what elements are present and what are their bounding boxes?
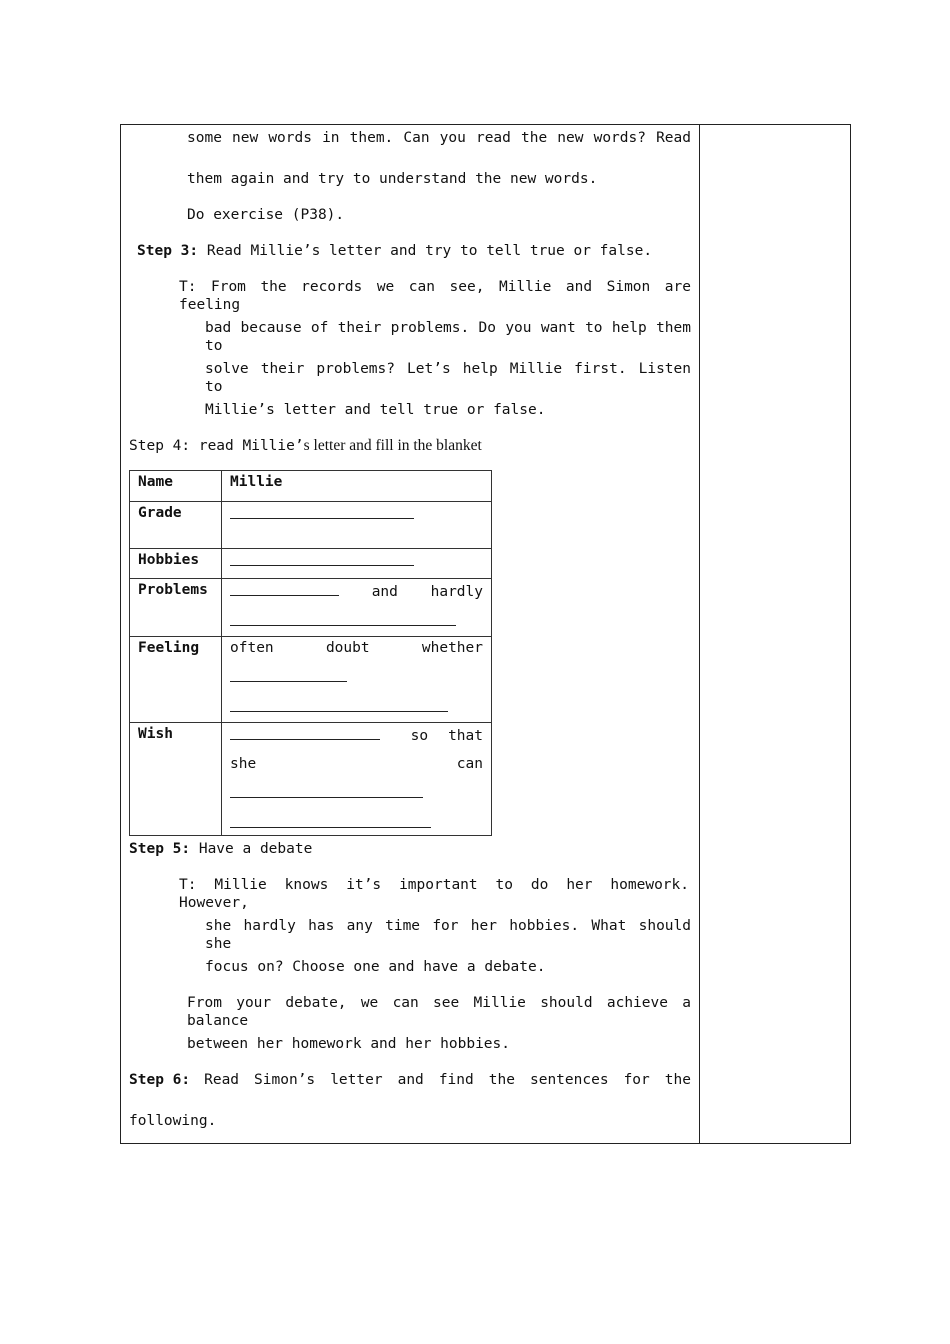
grade-cell [222, 502, 492, 549]
name-value: Millie [222, 471, 492, 502]
feeling-blank-2[interactable] [230, 697, 448, 712]
wish-so: so [410, 728, 429, 744]
problems-hardly: hardly [430, 584, 483, 600]
step3-teacher-line-1: T: From the records we can see, Millie and Simon are feeling [179, 279, 691, 313]
table-row [130, 471, 492, 502]
wish-cell [222, 723, 492, 836]
wish-label: Wish [130, 723, 222, 836]
step4-heading [129, 437, 482, 455]
step6-line-2: following. [129, 1113, 217, 1129]
step5-teacher-line-2: she hardly has any time for her hobbies. What should she [205, 918, 691, 952]
problems-blank-2[interactable] [230, 611, 456, 626]
step5-teacher-line-3: focus on? Choose one and have a debate. [205, 959, 546, 975]
wish-that: that [448, 728, 483, 744]
table-row [130, 579, 492, 637]
hobbies-label: Hobbies [130, 549, 222, 579]
step6-heading [129, 1071, 691, 1089]
feeling-often: often [230, 640, 274, 656]
step3-text: Read Millie’s letter and try to tell true or false. [206, 243, 653, 259]
problems-cell [222, 579, 492, 637]
step5-teacher-line-1: T: Millie knows it’s important to do her homework. However, [179, 877, 689, 911]
wish-blank-3[interactable] [230, 813, 431, 828]
intro-line-1: some new words in them. Can you read the new words? Read [187, 130, 691, 146]
table-row [130, 502, 492, 549]
step5-heading [129, 840, 312, 858]
step3-teacher-line-2: bad because of their problems. Do you want to help them to [205, 320, 691, 354]
millie-fill-table [129, 470, 492, 836]
feeling-blank-1[interactable] [230, 667, 347, 682]
step5-debate-line-2: between her homework and her hobbies. [187, 1036, 511, 1052]
intro-line-3: Do exercise (P38). [187, 207, 345, 223]
table-row [130, 637, 492, 723]
step6-text: Read Simon’s letter and find the sentences for the [204, 1072, 691, 1088]
wish-blank-1[interactable] [230, 725, 380, 740]
problems-label: Problems [130, 579, 222, 637]
wish-can: can [456, 756, 483, 772]
step6-label: Step 6: [129, 1072, 191, 1088]
name-label: Name [130, 471, 222, 502]
step3-teacher-line-3: solve their problems? Let’s help Millie first. Listen to [205, 361, 691, 395]
step4-suffix: s letter and fill in the blanket [303, 437, 482, 454]
problems-and: and [371, 584, 398, 600]
grade-blank[interactable] [230, 504, 414, 519]
hobbies-cell [222, 549, 492, 579]
column-divider [699, 124, 700, 1144]
wish-she: she [230, 756, 257, 772]
step4-prefix: Step 4: read Millie’ [129, 438, 304, 454]
intro-line-2: them again and try to understand the new words. [187, 171, 598, 187]
problems-blank-1[interactable] [230, 581, 339, 596]
feeling-whether: whether [421, 640, 483, 656]
grade-label: Grade [130, 502, 222, 549]
step5-text: Have a debate [198, 841, 313, 857]
step3-label: Step 3: [137, 243, 199, 259]
feeling-doubt: doubt [325, 640, 370, 656]
step5-label: Step 5: [129, 841, 191, 857]
feeling-cell [222, 637, 492, 723]
table-row [130, 723, 492, 836]
wish-blank-2[interactable] [230, 783, 423, 798]
table-row [130, 549, 492, 579]
step5-debate-line-1: From your debate, we can see Millie should achieve a balance [187, 995, 691, 1029]
feeling-label: Feeling [130, 637, 222, 723]
step3-teacher-line-4: Millie’s letter and tell true or false. [205, 402, 546, 418]
step3-heading [137, 242, 652, 260]
hobbies-blank[interactable] [230, 551, 414, 566]
